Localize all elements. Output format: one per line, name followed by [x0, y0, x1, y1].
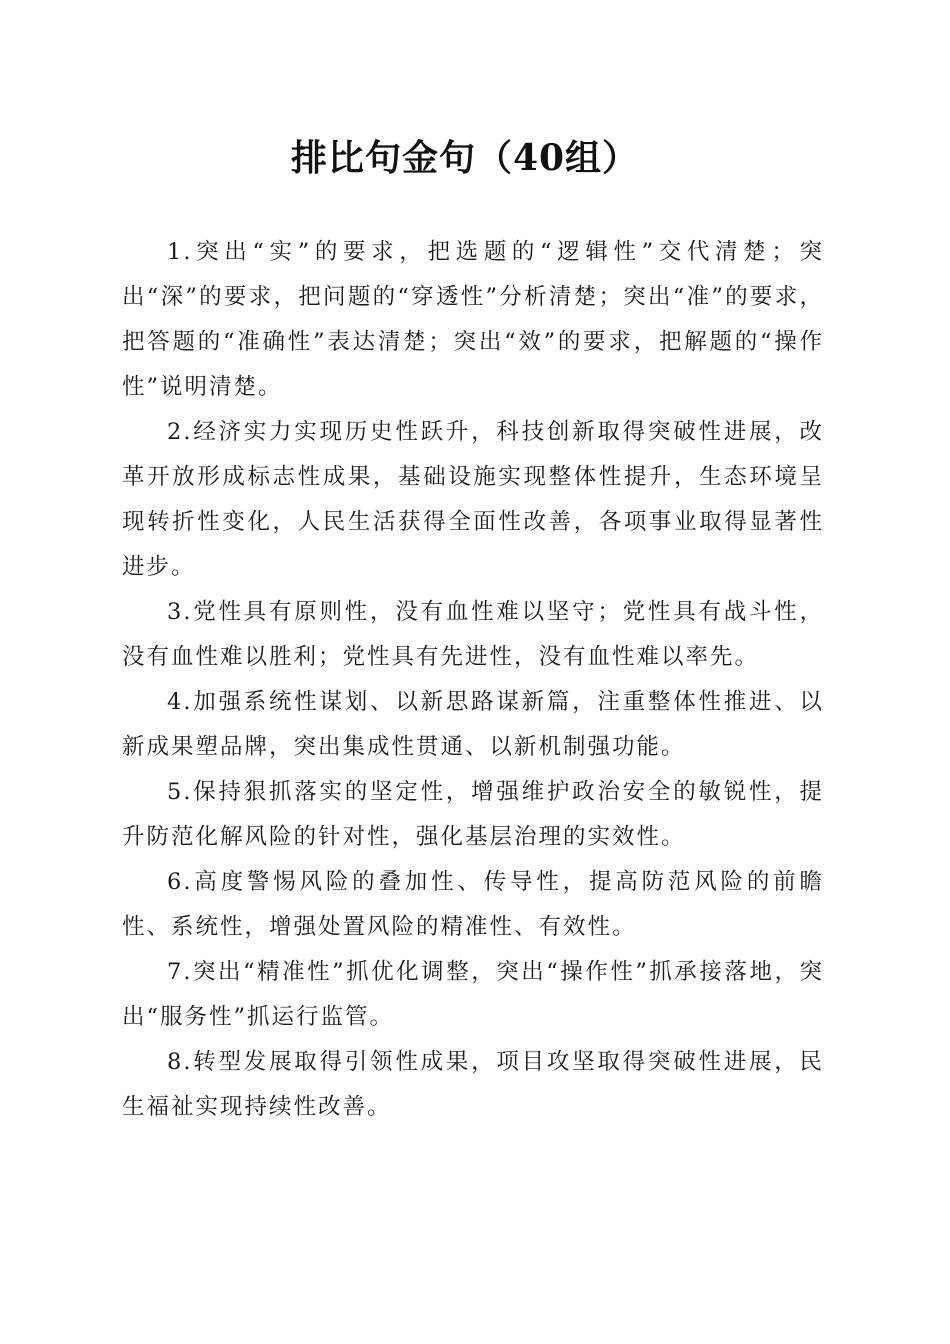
paragraph-5: 5.保持狠抓落实的坚定性，增强维护政治安全的敏锐性，提升防范化解风险的针对性，强化基层治理的实效性。 [122, 779, 824, 850]
document-title: 排比句金句（40组） [290, 137, 640, 179]
paragraph-6: 6.高度警惕风险的叠加性、传导性，提高防范风险的前瞻性、系统性，增强处置风险的精准性、有效性。 [122, 869, 824, 940]
paragraph-4: 4.加强系统性谋划、以新思路谋新篇，注重整体性推进、以新成果塑品牌，突出集成性贯通、以新机制强功能。 [122, 689, 824, 760]
paragraph-1: 1.突出“实”的要求，把选题的“逻辑性”交代清楚；突出“深”的要求，把问题的“穿透性”分析清楚；突出“准”的要求，把答题的“准确性”表达清楚；突出“效”的要求，把解题的“操作性”说明清楚。 [122, 239, 824, 400]
paragraph-2: 2.经济实力实现历史性跃升，科技创新取得突破性进展，改革开放形成标志性成果，基础设施实现整体性提升，生态环境呈现转折性变化，人民生活获得全面性改善，各项事业取得显著性进步。 [122, 419, 824, 580]
document-body [122, 230, 824, 1130]
paragraph-3: 3.党性具有原则性，没有血性难以坚守；党性具有战斗性，没有血性难以胜利；党性具有先进性，没有血性难以率先。 [122, 599, 824, 670]
paragraph-7: 7.突出“精准性”抓优化调整，突出“操作性”抓承接落地，突出“服务性”抓运行监管。 [122, 959, 824, 1030]
paragraph-8: 8.转型发展取得引领性成果，项目攻坚取得突破性进展，民生福祉实现持续性改善。 [122, 1049, 824, 1120]
